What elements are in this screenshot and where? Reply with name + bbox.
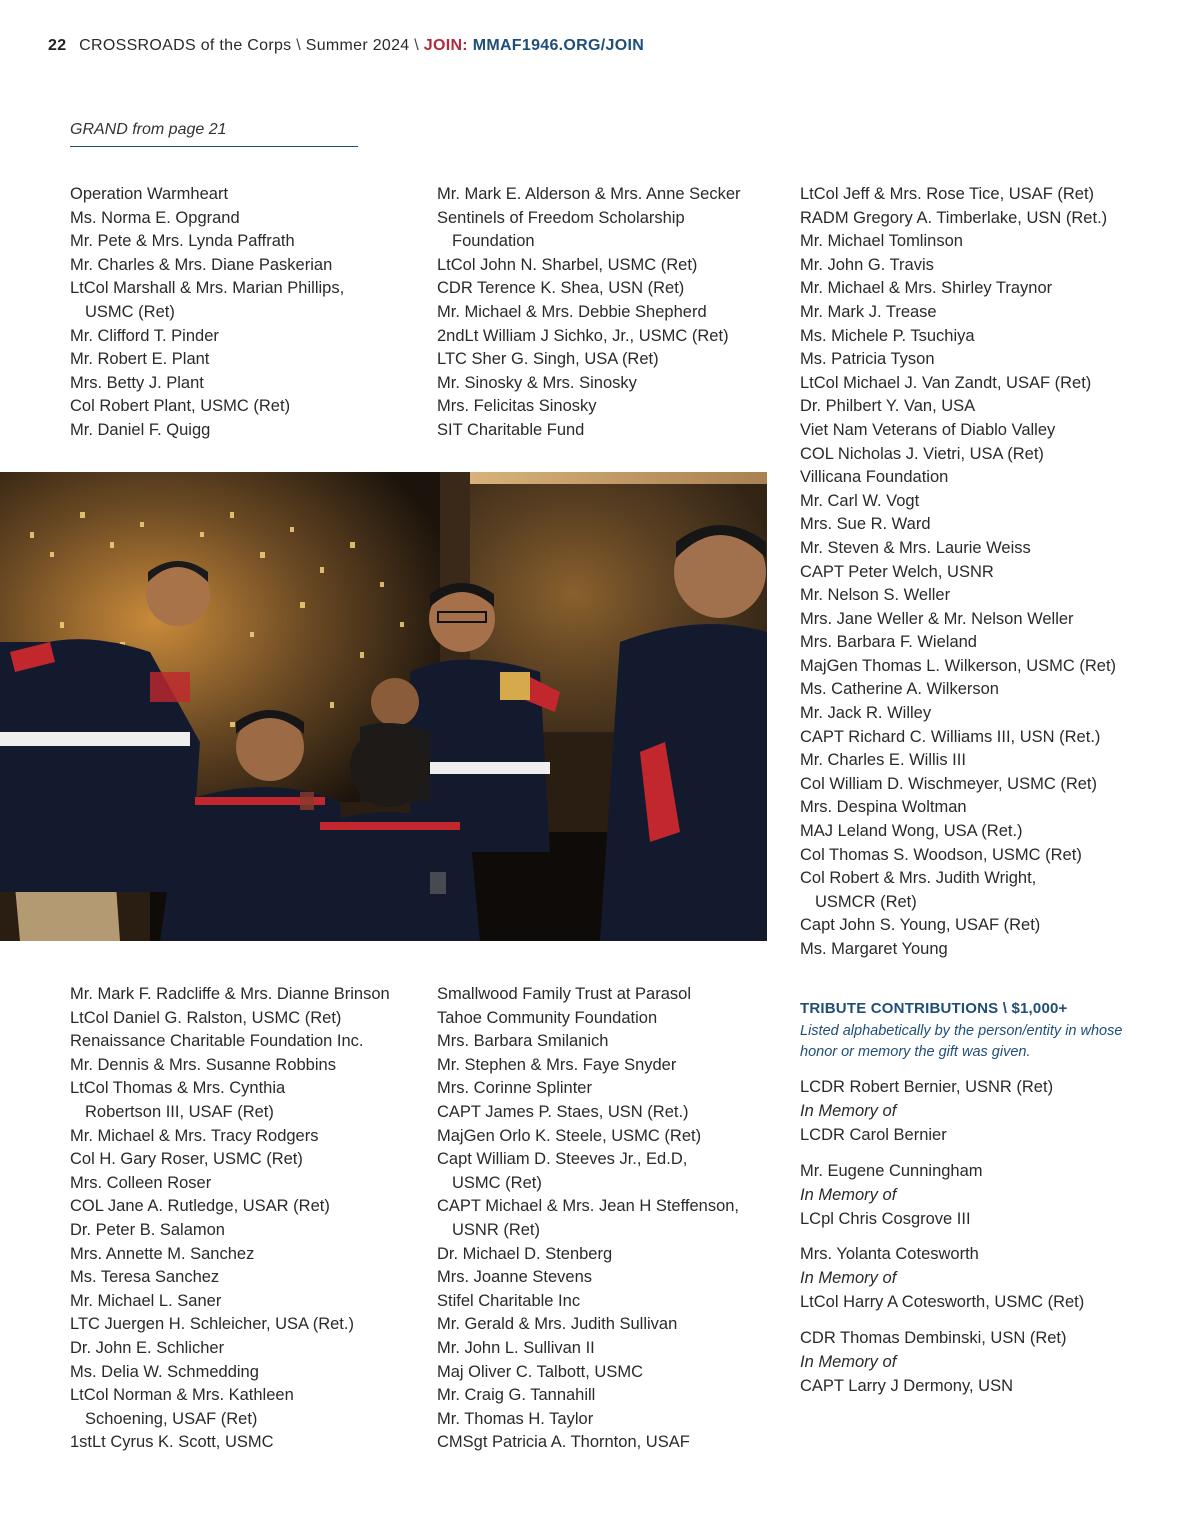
donor-name: LTC Juergen H. Schleicher, USA (Ret.) (70, 1315, 354, 1334)
donor-name: Mr. Charles E. Willis III (800, 751, 966, 770)
donor-name: CAPT Peter Welch, USNR (800, 562, 994, 581)
donor-name: Mr. Dennis & Mrs. Susanne Robbins (70, 1055, 336, 1074)
tribute-donor: CDR Thomas Dembinski, USN (Ret) (800, 1329, 1067, 1347)
donor-name: LtCol Thomas & Mrs. Cynthia (70, 1079, 286, 1098)
tribute-relation: In Memory of (800, 1353, 897, 1371)
donor-name: CAPT James P. Staes, USN (Ret.) (437, 1102, 689, 1121)
tribute-entry (800, 1075, 1053, 1147)
donor-name: Sentinels of Freedom Scholarship (437, 208, 685, 227)
donor-name: Ms. Michele P. Tsuchiya (800, 326, 975, 345)
header-separator: \ (296, 37, 301, 54)
donor-name: Mr. Michael & Mrs. Debbie Shepherd (437, 302, 707, 321)
join-label: JOIN: (423, 37, 468, 54)
donor-name: Capt William D. Steeves Jr., Ed.D, (437, 1150, 688, 1169)
tribute-heading: TRIBUTE CONTRIBUTIONS \ $1,000+ (800, 1000, 1068, 1017)
tribute-honoree: LCDR Carol Bernier (800, 1126, 947, 1144)
donor-name: 1stLt Cyrus K. Scott, USMC (70, 1433, 274, 1452)
donor-name: Mr. Pete & Mrs. Lynda Paffrath (70, 232, 295, 251)
donor-name: Mr. John G. Travis (800, 255, 934, 274)
tribute-entry (800, 1326, 1067, 1398)
donor-name: Maj Oliver C. Talbott, USMC (437, 1362, 643, 1381)
donor-name: Mr. Charles & Mrs. Diane Paskerian (70, 255, 333, 274)
donor-column-bottom-middle (437, 983, 739, 1455)
donor-column-top-middle (437, 183, 741, 443)
donor-name: Mrs. Joanne Stevens (437, 1268, 592, 1287)
donor-name: USMC (Ret) (85, 302, 175, 321)
tribute-entry (800, 1242, 1084, 1314)
tribute-honoree: LtCol Harry A Cotesworth, USMC (Ret) (800, 1293, 1085, 1311)
donor-name: Mr. Robert E. Plant (70, 350, 210, 369)
donor-name: Mr. Mark J. Trease (800, 302, 937, 321)
tribute-donor: Mrs. Yolanta Cotesworth (800, 1245, 979, 1263)
donor-name: Capt John S. Young, USAF (Ret) (800, 916, 1041, 935)
donor-name: Smallwood Family Trust at Parasol (437, 985, 692, 1003)
donor-name: Mr. Sinosky & Mrs. Sinosky (437, 373, 637, 392)
donor-name: LtCol Norman & Mrs. Kathleen (70, 1386, 294, 1405)
donor-name: COL Nicholas J. Vietri, USA (Ret) (800, 444, 1044, 463)
donor-name: Mrs. Annette M. Sanchez (70, 1244, 255, 1263)
donor-name: Mr. Stephen & Mrs. Faye Snyder (437, 1055, 677, 1074)
issue-label: Summer 2024 (305, 37, 410, 54)
donor-name: Col Robert & Mrs. Judith Wright, (800, 869, 1037, 888)
donor-name: USMC (Ret) (452, 1173, 542, 1192)
donor-name: LtCol Michael J. Van Zandt, USAF (Ret) (800, 373, 1092, 392)
donor-name: Mr. Daniel F. Quigg (70, 420, 211, 439)
donor-name: Mrs. Sue R. Ward (800, 515, 931, 534)
tribute-donor: LCDR Robert Bernier, USNR (Ret) (800, 1078, 1054, 1096)
donor-name: LtCol Jeff & Mrs. Rose Tice, USAF (Ret) (800, 185, 1095, 203)
donor-name: CAPT Richard C. Williams III, USN (Ret.) (800, 727, 1101, 746)
donor-name: Mr. Steven & Mrs. Laurie Weiss (800, 538, 1031, 557)
tribute-relation: In Memory of (800, 1102, 897, 1120)
donor-name: Mr. Mark F. Radcliffe & Mrs. Dianne Brinson (70, 985, 390, 1003)
donor-name: Col H. Gary Roser, USMC (Ret) (70, 1150, 303, 1169)
donor-name: Renaissance Charitable Foundation Inc. (70, 1032, 364, 1051)
donor-name: MAJ Leland Wong, USA (Ret.) (800, 822, 1023, 841)
donor-name: CMSgt Patricia A. Thornton, USAF (437, 1433, 690, 1452)
donor-name: Mrs. Colleen Roser (70, 1173, 212, 1192)
tribute-honoree: CAPT Larry J Dermony, USN (800, 1377, 1014, 1395)
donor-name: LTC Sher G. Singh, USA (Ret) (437, 350, 659, 369)
donor-name: Viet Nam Veterans of Diablo Valley (800, 420, 1056, 439)
donor-name: CDR Terence K. Shea, USN (Ret) (437, 279, 685, 298)
donor-name: Mrs. Betty J. Plant (70, 373, 204, 392)
continued-from-label: GRAND from page 21 (70, 121, 358, 147)
donor-column-top-left (70, 183, 344, 443)
donor-name: Dr. John E. Schlicher (70, 1338, 225, 1357)
donor-name: Mr. Michael Tomlinson (800, 232, 963, 251)
donor-name: Ms. Margaret Young (800, 940, 948, 958)
donor-name: Dr. Michael D. Stenberg (437, 1244, 613, 1263)
donor-name: Mr. Gerald & Mrs. Judith Sullivan (437, 1315, 678, 1334)
donor-name: Mr. Thomas H. Taylor (437, 1409, 594, 1428)
donor-name: Mr. Michael & Mrs. Tracy Rodgers (70, 1126, 319, 1145)
donor-name: RADM Gregory A. Timberlake, USN (Ret.) (800, 208, 1108, 227)
event-photo (0, 472, 767, 941)
donor-name: Ms. Delia W. Schmedding (70, 1362, 259, 1381)
donor-name: 2ndLt William J Sichko, Jr., USMC (Ret) (437, 326, 729, 345)
donor-name: Foundation (452, 232, 535, 251)
running-header (48, 37, 644, 55)
donor-name: Mr. Jack R. Willey (800, 704, 932, 723)
donor-name: Dr. Peter B. Salamon (70, 1220, 225, 1239)
donor-name: USNR (Ret) (452, 1220, 541, 1239)
donor-name: Schoening, USAF (Ret) (85, 1409, 258, 1428)
donor-name: Mrs. Corinne Splinter (437, 1079, 592, 1098)
donor-name: Stifel Charitable Inc (437, 1291, 581, 1310)
tribute-donor: Mr. Eugene Cunningham (800, 1162, 983, 1180)
donor-name: Tahoe Community Foundation (437, 1008, 658, 1027)
header-separator-2: \ (414, 37, 420, 54)
tribute-relation: In Memory of (800, 1269, 897, 1287)
donor-name: Mrs. Barbara F. Wieland (800, 633, 977, 652)
donor-name: COL Jane A. Rutledge, USAR (Ret) (70, 1197, 330, 1216)
tribute-subheading: Listed alphabetically by the person/entity in whose honor or memory the gift was given. (800, 1023, 1123, 1060)
donor-name: Mr. Craig G. Tannahill (437, 1386, 596, 1405)
publication-title: CROSSROADS of the Corps (79, 37, 292, 54)
donor-column-bottom-left (70, 983, 390, 1455)
donor-name: Mr. Clifford T. Pinder (70, 326, 219, 345)
donor-name: LtCol Marshall & Mrs. Marian Phillips, (70, 279, 345, 298)
donor-name: MajGen Orlo K. Steele, USMC (Ret) (437, 1126, 702, 1145)
donor-name: Col William D. Wischmeyer, USMC (Ret) (800, 774, 1098, 793)
join-link[interactable]: MMAF1946.ORG/JOIN (472, 37, 645, 54)
donor-name: SIT Charitable Fund (437, 420, 585, 439)
donor-name: Mrs. Jane Weller & Mr. Nelson Weller (800, 609, 1074, 628)
tribute-entry (800, 1159, 983, 1231)
donor-name: Ms. Patricia Tyson (800, 350, 935, 369)
donor-name: Ms. Norma E. Opgrand (70, 208, 240, 227)
marines-at-gala-illustration (0, 472, 767, 941)
tribute-honoree: LCpl Chris Cosgrove III (800, 1210, 971, 1228)
donor-name: Col Thomas S. Woodson, USMC (Ret) (800, 845, 1082, 864)
donor-name: Mr. Nelson S. Weller (800, 586, 951, 605)
donor-name: Ms. Catherine A. Wilkerson (800, 680, 999, 699)
donor-name: CAPT Michael & Mrs. Jean H Steffenson, (437, 1197, 740, 1216)
donor-name: Mr. Carl W. Vogt (800, 491, 920, 510)
donor-name: Mr. Michael & Mrs. Shirley Traynor (800, 279, 1053, 298)
donor-name: Mrs. Barbara Smilanich (437, 1032, 609, 1051)
donor-name: LtCol Daniel G. Ralston, USMC (Ret) (70, 1008, 342, 1027)
donor-name: Ms. Teresa Sanchez (70, 1268, 220, 1287)
donor-name: Operation Warmheart (70, 185, 229, 203)
donor-name: Robertson III, USAF (Ret) (85, 1102, 274, 1121)
donor-name: Mr. Michael L. Saner (70, 1291, 222, 1310)
donor-name: Col Robert Plant, USMC (Ret) (70, 397, 291, 416)
tribute-relation: In Memory of (800, 1186, 897, 1204)
donor-name: LtCol John N. Sharbel, USMC (Ret) (437, 255, 698, 274)
donor-name: MajGen Thomas L. Wilkerson, USMC (Ret) (800, 656, 1117, 675)
donor-name: USMCR (Ret) (815, 892, 917, 911)
donor-name: Dr. Philbert Y. Van, USA (800, 397, 976, 416)
donor-name: Mrs. Despina Woltman (800, 798, 967, 817)
donor-name: Mr. Mark E. Alderson & Mrs. Anne Secker (437, 185, 741, 203)
page-number: 22 (48, 37, 67, 54)
donor-name: Mr. John L. Sullivan II (437, 1338, 595, 1357)
donor-name: Villicana Foundation (800, 468, 949, 487)
donor-name: Mrs. Felicitas Sinosky (437, 397, 597, 416)
donor-column-right (800, 183, 1116, 962)
